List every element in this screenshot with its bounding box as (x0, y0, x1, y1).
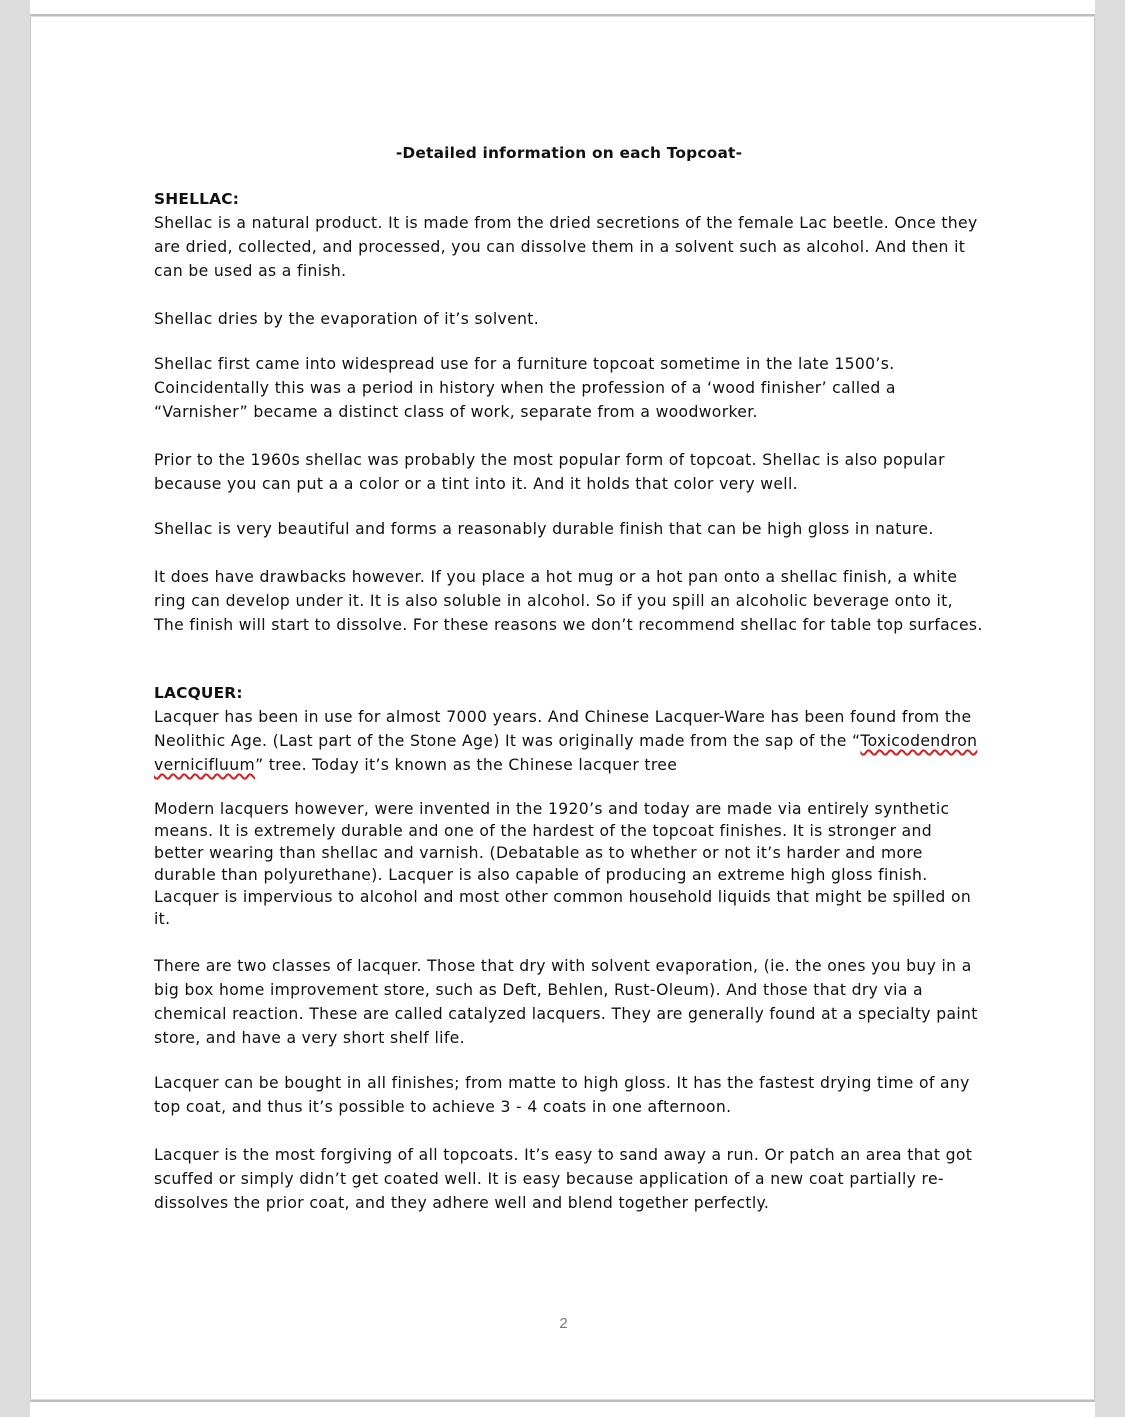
shellac-paragraph-3: Shellac first came into widespread use for a furniture topcoat sometime in the late 1500’s. Coincidentally this was a period in history when the profession of a ‘wood finisher’ called a “Varnisher” became a distinct class of work, separate from a woodworker. (154, 355, 896, 421)
page-content (154, 141, 984, 1239)
spelling-error-term[interactable]: Toxicodendron vernicifluum (154, 732, 978, 774)
shellac-paragraph-6: It does have drawbacks however. If you place a hot mug or a hot pan onto a shellac finish, a white ring can develop under it. It is also soluble in alcohol. So if you spill an alcoholic beverage onto it, The finish will start to dissolve. For these reasons we don’t recommend shellac for table top surfaces. (154, 568, 983, 634)
lacquer-paragraph-3: There are two classes of lacquer. Those that dry with solvent evaporation, (ie. the ones you buy in a big box home improvement store, such as Deft, Behlen, Rust-Oleum). And those that dry via a chemical reaction. These are called catalyzed lacquers. They are generally found at a specialty paint store, and have a very short shelf life. (154, 957, 978, 1047)
lacquer-paragraph-1 (154, 705, 984, 777)
document-page[interactable] (30, 17, 1095, 1399)
lacquer-paragraph-1-end: ” tree. Today it’s known as the Chinese lacquer tree (255, 756, 678, 774)
shellac-paragraph-1: Shellac is a natural product. It is made from the dried secretions of the female Lac beetle. Once they are dried, collected, and processed, you can dissolve them in a solvent such as alcohol. And then it can be used as a finish. (154, 214, 978, 280)
next-page-edge (30, 1400, 1095, 1417)
document-title: -Detailed information on each Topcoat- (395, 144, 743, 162)
shellac-paragraph-5: Shellac is very beautiful and forms a reasonably durable finish that can be high gloss in nature. (154, 520, 934, 538)
lacquer-paragraph-1-start: Lacquer has been in use for almost 7000 years. And Chinese Lacquer-Ware has been found from the Neolithic Age. (Last part of the Stone Age) It was originally made from the sap of the “ (154, 708, 972, 750)
lacquer-heading: LACQUER: (154, 684, 243, 702)
previous-page-edge (30, 0, 1095, 16)
lacquer-paragraph-5: Lacquer is the most forgiving of all topcoats. It’s easy to sand away a run. Or patch an area that got scuffed or simply didn’t get coated well. It is easy because application of a new coat partially re-dissolves the prior coat, and they adhere well and blend together perfectly. (154, 1146, 973, 1212)
page-number: 2 (559, 1315, 568, 1332)
lacquer-paragraph-2: Modern lacquers however, were invented in the 1920’s and today are made via entirely synthetic means. It is extremely durable and one of the hardest of the topcoat finishes. It is stronger and better wearing than shellac and varnish. (Debatable as to whether or not it’s harder and more durable than polyurethane). Lacquer is also capable of producing an extreme high gloss finish. Lacquer is impervious to alcohol and most other common household liquids that might be spilled on it. (154, 800, 972, 928)
shellac-paragraph-2: Shellac dries by the evaporation of it’s solvent. (154, 310, 540, 328)
shellac-paragraph-4: Prior to the 1960s shellac was probably the most popular form of topcoat. Shellac is also popular because you can put a a color or a tint into it. And it holds that color very well. (154, 451, 945, 493)
shellac-heading: SHELLAC: (154, 190, 240, 208)
lacquer-paragraph-4: Lacquer can be bought in all finishes; from matte to high gloss. It has the fastest drying time of any top coat, and thus it’s possible to achieve 3 - 4 coats in one afternoon. (154, 1074, 970, 1116)
